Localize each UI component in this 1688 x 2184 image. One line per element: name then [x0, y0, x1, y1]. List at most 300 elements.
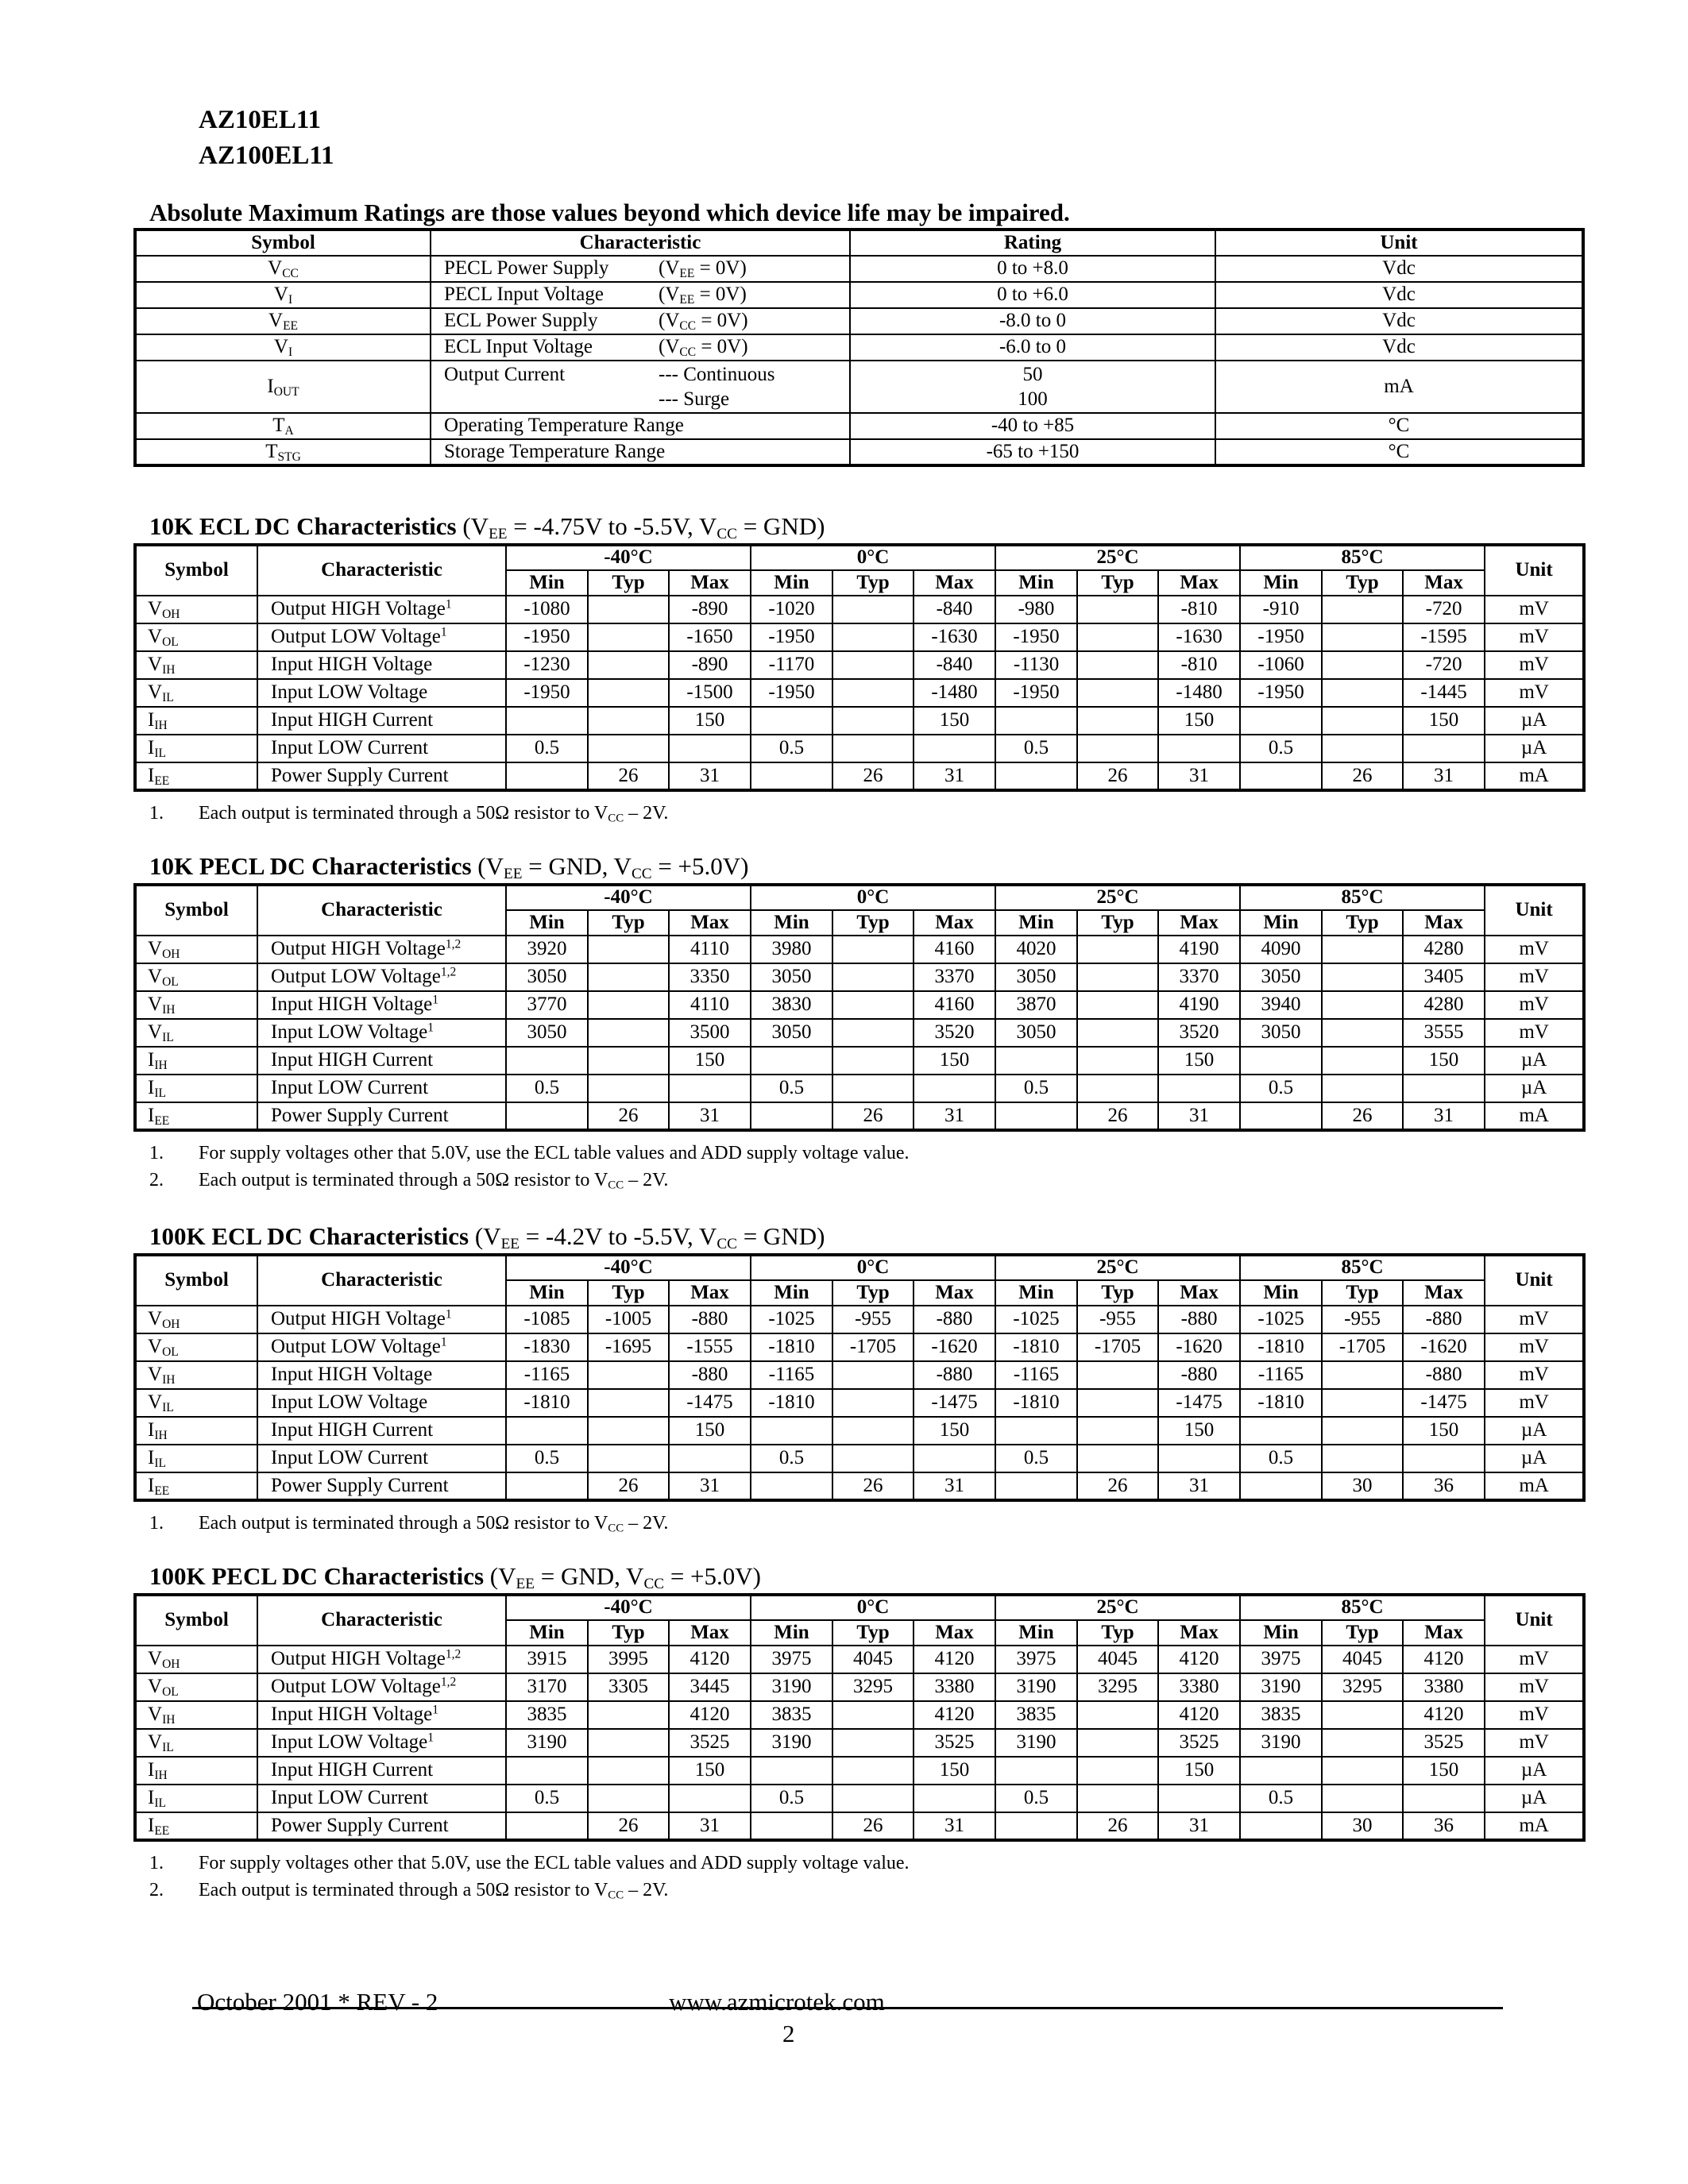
value-cell: [1077, 623, 1158, 651]
value-cell: 30: [1322, 1812, 1403, 1840]
value-cell: [588, 1019, 669, 1047]
characteristic-cell: Storage Temperature Range: [431, 439, 850, 465]
unit-cell: mV: [1485, 1729, 1584, 1757]
value-cell: 31: [669, 762, 751, 790]
value-cell: 3995: [588, 1646, 669, 1673]
value-cell: [1077, 707, 1158, 735]
unit-cell: mV: [1485, 1701, 1584, 1729]
value-cell: -1810: [1240, 1333, 1322, 1361]
note: 2. Each output is terminated through a 50Ω resistor to $V_{CC} - 2V$.: [149, 1170, 669, 1192]
table-row: [135, 1389, 1584, 1417]
symbol-cell: $I_{IL}$: [135, 735, 257, 762]
value-cell: [588, 1729, 669, 1757]
note: 2. Each output is terminated through a 50Ω resistor to $V_{CC} - 2V$.: [149, 1880, 669, 1902]
dc-table-heading: 100K ECL DC Characteristics ($V_{EE} = -4.2V$ to -5.5V, $V_{CC} = GND$): [149, 1222, 825, 1252]
sub-header: Max: [669, 570, 751, 596]
value-cell: [1077, 1047, 1158, 1075]
symbol-cell: $I_{IH}$: [135, 1757, 257, 1785]
characteristic-cell: Input LOW Current: [257, 1785, 506, 1812]
value-cell: [1322, 991, 1403, 1019]
sub-header: Typ: [1322, 910, 1403, 936]
sub-header: Min: [751, 1280, 832, 1306]
value-cell: 4120: [914, 1646, 995, 1673]
sub-header: Max: [1158, 910, 1240, 936]
value-cell: 36: [1403, 1812, 1485, 1840]
value-cell: 3980: [751, 936, 832, 963]
value-cell: [1322, 651, 1403, 679]
characteristic-cell: PECL Input Voltage $(V_{EE} = 0V)$: [431, 282, 850, 308]
value-cell: [669, 1445, 751, 1472]
value-cell: [1403, 1445, 1485, 1472]
value-cell: [1077, 963, 1158, 991]
sub-header: Min: [506, 910, 588, 936]
table-row: [135, 1306, 1584, 1333]
temperature-header: 85°C: [1240, 1595, 1485, 1620]
dc-table-notes: [149, 1140, 910, 1194]
col-header-characteristic: Characteristic: [257, 885, 506, 936]
value-cell: -1620: [914, 1333, 995, 1361]
characteristic-cell: Input LOW Voltage: [257, 679, 506, 707]
dc-table-heading: 10K PECL DC Characteristics ($V_{EE}$ = GND, $V_{CC} = +5.0V$): [149, 852, 749, 882]
table-row: [135, 1785, 1584, 1812]
col-header: Rating: [850, 230, 1215, 256]
value-cell: 3525: [1158, 1729, 1240, 1757]
sub-header: Max: [1403, 1620, 1485, 1646]
value-cell: 3525: [914, 1729, 995, 1757]
value-cell: 3405: [1403, 963, 1485, 991]
value-cell: 26: [1322, 762, 1403, 790]
value-cell: [506, 1102, 588, 1130]
characteristic-cell: ECL Power Supply $(V_{CC} = 0V)$: [431, 308, 850, 334]
value-cell: [1077, 1445, 1158, 1472]
value-cell: 0.5: [995, 1785, 1077, 1812]
characteristic-cell: Power Supply Current: [257, 1102, 506, 1130]
characteristic-cell: Output Current --- Continuous --- Surge: [431, 361, 850, 413]
value-cell: 26: [832, 1472, 914, 1500]
value-cell: 4160: [914, 991, 995, 1019]
value-cell: [1322, 1757, 1403, 1785]
note: 1. For supply voltages other that 5.0V, use the ECL table values and ADD supply voltage value.: [149, 1853, 910, 1873]
value-cell: -1630: [1158, 623, 1240, 651]
value-cell: 4090: [1240, 936, 1322, 963]
symbol-cell: $V_{IL}$: [135, 679, 257, 707]
value-cell: [588, 1047, 669, 1075]
sub-header: Max: [1158, 1280, 1240, 1306]
value-cell: 150: [1158, 707, 1240, 735]
col-header-characteristic: Characteristic: [257, 1595, 506, 1646]
temperature-header: 0°C: [751, 1595, 995, 1620]
table-row: [135, 623, 1584, 651]
value-cell: 26: [832, 762, 914, 790]
value-cell: -955: [1322, 1306, 1403, 1333]
value-cell: [832, 1075, 914, 1102]
value-cell: [832, 1445, 914, 1472]
value-cell: 31: [669, 1102, 751, 1130]
sub-header: Min: [1240, 910, 1322, 936]
note: 1. For supply voltages other that 5.0V, use the ECL table values and ADD supply voltage value.: [149, 1143, 910, 1163]
value-cell: 26: [1077, 1472, 1158, 1500]
value-cell: -1950: [506, 679, 588, 707]
value-cell: 4110: [669, 936, 751, 963]
value-cell: [751, 1047, 832, 1075]
value-cell: 30: [1322, 1472, 1403, 1500]
value-cell: -1025: [995, 1306, 1077, 1333]
temperature-header: 25°C: [995, 545, 1240, 570]
value-cell: [995, 1417, 1077, 1445]
value-cell: [1158, 1075, 1240, 1102]
value-cell: [1077, 596, 1158, 623]
value-cell: 3445: [669, 1673, 751, 1701]
symbol-cell: $V_{OL}$: [135, 1333, 257, 1361]
value-cell: 0.5: [751, 1075, 832, 1102]
value-cell: 150: [914, 707, 995, 735]
dc-table: [133, 883, 1586, 1132]
characteristic-cell: Input HIGH Voltage$^1$: [257, 991, 506, 1019]
sub-header: Typ: [588, 1620, 669, 1646]
table-row: [135, 1812, 1584, 1840]
characteristic-cell: Input HIGH Voltage: [257, 1361, 506, 1389]
unit-cell: µA: [1485, 1757, 1584, 1785]
value-cell: 4120: [669, 1646, 751, 1673]
value-cell: -1950: [1240, 623, 1322, 651]
value-cell: 3295: [832, 1673, 914, 1701]
value-cell: [751, 1417, 832, 1445]
value-cell: [914, 735, 995, 762]
value-cell: -720: [1403, 651, 1485, 679]
value-cell: 26: [1077, 1812, 1158, 1840]
value-cell: -1025: [1240, 1306, 1322, 1333]
value-cell: -1650: [669, 623, 751, 651]
value-cell: [1322, 707, 1403, 735]
table-row: [135, 762, 1584, 790]
value-cell: [1322, 1701, 1403, 1729]
value-cell: 4045: [1322, 1646, 1403, 1673]
unit-cell: Vdc: [1215, 334, 1583, 361]
value-cell: 4160: [914, 936, 995, 963]
unit-cell: °C: [1215, 439, 1583, 465]
value-cell: -910: [1240, 596, 1322, 623]
value-cell: [588, 991, 669, 1019]
value-cell: [588, 1757, 669, 1785]
sub-header: Max: [914, 910, 995, 936]
value-cell: 31: [1158, 762, 1240, 790]
value-cell: [1077, 1417, 1158, 1445]
symbol-cell: $V_{OH}$: [135, 936, 257, 963]
sub-header: Typ: [832, 910, 914, 936]
value-cell: [588, 679, 669, 707]
value-cell: 3050: [995, 1019, 1077, 1047]
value-cell: -1620: [1403, 1333, 1485, 1361]
value-cell: 31: [914, 1102, 995, 1130]
value-cell: 4120: [1158, 1646, 1240, 1673]
temperature-header: 25°C: [995, 1595, 1240, 1620]
value-cell: [506, 1472, 588, 1500]
value-cell: [832, 596, 914, 623]
value-cell: [506, 1047, 588, 1075]
characteristic-cell: Output HIGH Voltage$^{1,2}$: [257, 936, 506, 963]
symbol-cell: $V_I$: [135, 334, 431, 361]
value-cell: 3525: [1403, 1729, 1485, 1757]
characteristic-cell: ECL Input Voltage $(V_{CC} = 0V)$: [431, 334, 850, 361]
value-cell: 0.5: [506, 1785, 588, 1812]
value-cell: [832, 623, 914, 651]
sub-header: Min: [995, 570, 1077, 596]
characteristic-cell: Input HIGH Current: [257, 1417, 506, 1445]
sub-header: Min: [751, 570, 832, 596]
symbol-cell: $T_{STG}$: [135, 439, 431, 465]
value-cell: 0.5: [1240, 1075, 1322, 1102]
characteristic-cell: Output HIGH Voltage$^1$: [257, 1306, 506, 1333]
sub-header: Typ: [1322, 570, 1403, 596]
symbol-cell: $V_{IH}$: [135, 1361, 257, 1389]
value-cell: [1240, 1472, 1322, 1500]
value-cell: [588, 735, 669, 762]
value-cell: 31: [914, 762, 995, 790]
symbol-cell: $I_{OUT}$: [135, 361, 431, 413]
sub-header: Min: [995, 1280, 1077, 1306]
value-cell: 3050: [1240, 963, 1322, 991]
symbol-cell: $V_{IL}$: [135, 1729, 257, 1757]
value-cell: 4020: [995, 936, 1077, 963]
symbol-cell: $I_{IL}$: [135, 1075, 257, 1102]
value-cell: 3520: [914, 1019, 995, 1047]
table-row: [135, 439, 1583, 465]
value-cell: -880: [914, 1361, 995, 1389]
value-cell: 3190: [506, 1729, 588, 1757]
value-cell: [669, 1785, 751, 1812]
value-cell: [914, 1785, 995, 1812]
sub-header: Max: [1158, 570, 1240, 596]
value-cell: 3190: [995, 1729, 1077, 1757]
table-row: [135, 963, 1584, 991]
sub-header: Min: [995, 1620, 1077, 1646]
value-cell: -880: [1158, 1361, 1240, 1389]
value-cell: -1595: [1403, 623, 1485, 651]
value-cell: -890: [669, 596, 751, 623]
value-cell: 3050: [1240, 1019, 1322, 1047]
characteristic-cell: Input LOW Voltage: [257, 1389, 506, 1417]
value-cell: [506, 1812, 588, 1840]
footer-url: www.azmicrotek.com: [669, 1988, 885, 2016]
value-cell: [995, 1047, 1077, 1075]
sub-header: Min: [751, 910, 832, 936]
table-row: [135, 991, 1584, 1019]
value-cell: -840: [914, 651, 995, 679]
value-cell: 4120: [669, 1701, 751, 1729]
value-cell: -1230: [506, 651, 588, 679]
value-cell: 150: [1403, 1757, 1485, 1785]
table-row: [135, 1757, 1584, 1785]
unit-cell: mV: [1485, 1361, 1584, 1389]
value-cell: -1500: [669, 679, 751, 707]
value-cell: 3050: [995, 963, 1077, 991]
value-cell: 3190: [1240, 1673, 1322, 1701]
value-cell: [1077, 1075, 1158, 1102]
col-header-symbol: Symbol: [135, 885, 257, 936]
value-cell: [995, 1757, 1077, 1785]
value-cell: 3050: [751, 963, 832, 991]
value-cell: 4280: [1403, 991, 1485, 1019]
value-cell: [588, 1701, 669, 1729]
col-header-unit: Unit: [1485, 1255, 1584, 1306]
col-header-unit: Unit: [1485, 1595, 1584, 1646]
value-cell: [1403, 1075, 1485, 1102]
value-cell: 3370: [914, 963, 995, 991]
value-cell: -1705: [1077, 1333, 1158, 1361]
value-cell: 26: [588, 1812, 669, 1840]
value-cell: 26: [832, 1102, 914, 1130]
abs-max-heading: Absolute Maximum Ratings are those values beyond which device life may be impaired.: [149, 199, 1070, 226]
table-row: [135, 679, 1584, 707]
symbol-cell: $V_{OL}$: [135, 623, 257, 651]
value-cell: 26: [1077, 762, 1158, 790]
value-cell: [1322, 1729, 1403, 1757]
value-cell: 150: [1403, 707, 1485, 735]
unit-cell: Vdc: [1215, 282, 1583, 308]
table-row: [135, 707, 1584, 735]
value-cell: 3050: [751, 1019, 832, 1047]
temperature-header: 0°C: [751, 885, 995, 910]
value-cell: [1322, 1047, 1403, 1075]
temperature-header: 85°C: [1240, 1255, 1485, 1280]
value-cell: 3370: [1158, 963, 1240, 991]
table-row: [135, 936, 1584, 963]
value-cell: 3295: [1077, 1673, 1158, 1701]
value-cell: -1950: [506, 623, 588, 651]
value-cell: 3050: [506, 1019, 588, 1047]
footer-page-number: 2: [782, 2020, 795, 2047]
value-cell: [588, 1785, 669, 1812]
symbol-cell: $I_{IH}$: [135, 1047, 257, 1075]
value-cell: [832, 1729, 914, 1757]
value-cell: -1810: [506, 1389, 588, 1417]
value-cell: [1240, 707, 1322, 735]
characteristic-cell: Power Supply Current: [257, 762, 506, 790]
table-row: [135, 1417, 1584, 1445]
value-cell: [1240, 1812, 1322, 1840]
value-cell: [832, 1785, 914, 1812]
table-row: [135, 1729, 1584, 1757]
value-cell: [995, 1102, 1077, 1130]
value-cell: [1322, 623, 1403, 651]
symbol-cell: $T_A$: [135, 413, 431, 439]
value-cell: 3295: [1322, 1673, 1403, 1701]
value-cell: [832, 679, 914, 707]
value-cell: [588, 651, 669, 679]
rating-cell: -8.0 to 0: [850, 308, 1215, 334]
value-cell: [832, 991, 914, 1019]
value-cell: 31: [1158, 1102, 1240, 1130]
value-cell: 150: [1403, 1047, 1485, 1075]
value-cell: 0.5: [506, 1445, 588, 1472]
value-cell: -880: [1403, 1361, 1485, 1389]
table-row: [135, 1701, 1584, 1729]
sub-header: Typ: [832, 570, 914, 596]
value-cell: 36: [1403, 1472, 1485, 1500]
value-cell: -1950: [751, 623, 832, 651]
unit-cell: mV: [1485, 936, 1584, 963]
table-row: [135, 413, 1583, 439]
unit-cell: Vdc: [1215, 256, 1583, 282]
characteristic-cell: Input LOW Current: [257, 1445, 506, 1472]
unit-cell: mV: [1485, 963, 1584, 991]
unit-cell: mA: [1485, 1472, 1584, 1500]
unit-cell: °C: [1215, 413, 1583, 439]
symbol-cell: $I_{IH}$: [135, 707, 257, 735]
dc-table-heading: 100K PECL DC Characteristics ($V_{EE}$ = GND, $V_{CC} = +5.0V$): [149, 1562, 762, 1592]
symbol-cell: $V_{OH}$: [135, 596, 257, 623]
value-cell: [1158, 1785, 1240, 1812]
unit-cell: mV: [1485, 1333, 1584, 1361]
value-cell: -720: [1403, 596, 1485, 623]
value-cell: 4045: [1077, 1646, 1158, 1673]
value-cell: [995, 1812, 1077, 1840]
value-cell: [832, 1047, 914, 1075]
value-cell: 150: [669, 1417, 751, 1445]
note: 1. Each output is terminated through a 50Ω resistor to $V_{CC} - 2V$.: [149, 803, 669, 825]
value-cell: -1165: [751, 1361, 832, 1389]
value-cell: 150: [914, 1047, 995, 1075]
value-cell: 4280: [1403, 936, 1485, 963]
value-cell: [588, 1389, 669, 1417]
value-cell: 150: [1158, 1047, 1240, 1075]
value-cell: [1077, 1785, 1158, 1812]
value-cell: 3380: [1403, 1673, 1485, 1701]
col-header: Characteristic: [431, 230, 850, 256]
value-cell: 150: [1158, 1757, 1240, 1785]
value-cell: 150: [669, 1047, 751, 1075]
table-row: [135, 1361, 1584, 1389]
sub-header: Min: [1240, 1620, 1322, 1646]
value-cell: 3190: [995, 1673, 1077, 1701]
value-cell: 3350: [669, 963, 751, 991]
value-cell: [506, 762, 588, 790]
value-cell: 0.5: [751, 735, 832, 762]
value-cell: [1077, 1757, 1158, 1785]
value-cell: [1077, 1389, 1158, 1417]
sub-header: Max: [669, 1280, 751, 1306]
value-cell: [1240, 762, 1322, 790]
unit-cell: mV: [1485, 1019, 1584, 1047]
value-cell: -1020: [751, 596, 832, 623]
dc-table: [133, 1593, 1586, 1842]
value-cell: 26: [832, 1812, 914, 1840]
symbol-cell: $V_I$: [135, 282, 431, 308]
value-cell: 4120: [1403, 1701, 1485, 1729]
value-cell: [832, 1701, 914, 1729]
value-cell: -1950: [995, 679, 1077, 707]
sub-header: Typ: [1322, 1280, 1403, 1306]
table-row: [135, 1102, 1584, 1130]
value-cell: 3305: [588, 1673, 669, 1701]
value-cell: [588, 707, 669, 735]
value-cell: 0.5: [751, 1445, 832, 1472]
abs-max-table: [133, 228, 1585, 467]
sub-header: Max: [914, 1620, 995, 1646]
characteristic-cell: Output LOW Voltage$^{1,2}$: [257, 963, 506, 991]
value-cell: [751, 1757, 832, 1785]
symbol-cell: $I_{IL}$: [135, 1445, 257, 1472]
unit-cell: mV: [1485, 1646, 1584, 1673]
value-cell: [1403, 735, 1485, 762]
value-cell: [1158, 1445, 1240, 1472]
col-header-unit: Unit: [1485, 545, 1584, 596]
sub-header: Typ: [832, 1620, 914, 1646]
value-cell: -890: [669, 651, 751, 679]
value-cell: -810: [1158, 596, 1240, 623]
value-cell: [832, 1361, 914, 1389]
value-cell: 0.5: [751, 1785, 832, 1812]
